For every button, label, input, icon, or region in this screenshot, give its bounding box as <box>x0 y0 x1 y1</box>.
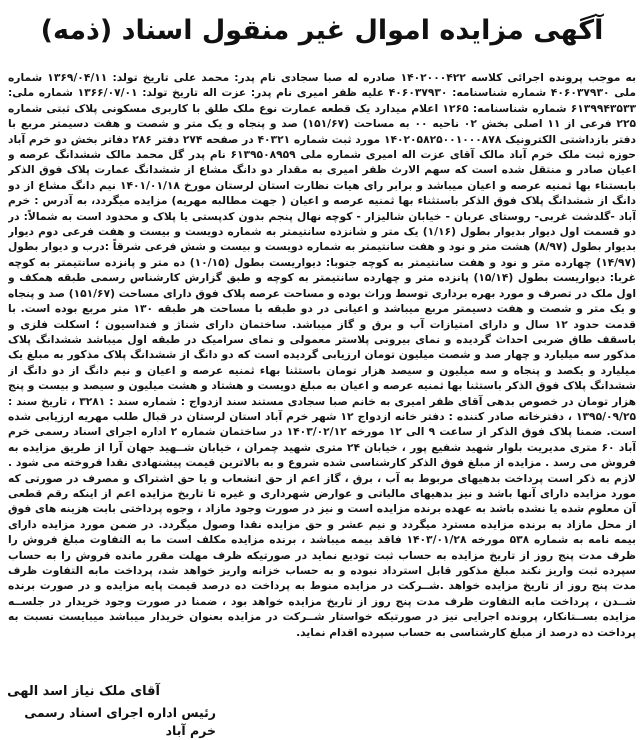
notice-title: آگهی مزایده اموال غیر منقول اسناد (ذمه) <box>40 15 604 46</box>
notice-body: به موجب پرونده اجرائی کلاسه ۱۴۰۲۰۰۰۴۲۲ صادره له صبا سجادی نام پدر: محمد علی تاریخ تولد: ۱۳۶۹/۰۴/۱۱ شماره ملی ۴۰۶۰۳۷۹۳۰ شماره شناسنامه: ۴۰۶۰۳۷۹۳۰ علیه ظفر امیری نام پدر: عزت اله تاریخ تولد: ۱۳۶۶/۰۷/۰۱ شماره ملی: ۶۱۳۹۹۴۳۵۳۳ شماره شناسنامه: ۱۲۶۵ اعلام میدارد یک قطعه عمارت نوع ملک طلق با کاربری مسکونی پلاک ثبتی شماره ۲۲۵ فرعی از ۱۱ اصلی بخش ۰۲ ناحیه ۰۰ به مساحت (۱۵۱/۶۷) صد و پنجاه و یک متر و شصت و هفت دسیمتر مربع با دفتر بازداشتی الکترونیک ۱۴۰۲۰۵۸۲۵۰۰۱۰۰۰۸۷۸ مورد ثبت شماره ۴۰۳۲۱ در صفحه ۲۷۴ دفتر ۲۸۶ دفاتر بخش دو خرم آباد حوزه ثبت ملک خرم آباد مالک آقای عزت اله امیری شماره ملی ۶۱۳۹۵۰۸۹۵۹ نام پدر گل محمد مالک ششدانگ عرصه و اعیان صادر و منتقل شده است که سهم الارث ظفر امیری به مقدار دو دانگ مشاع از ششدانگ عمارت پلاک فوق الذکر بابستناء بها ثمنیه عرصه و اعیان میباشد و برابر رای هیات نظارت استان لرستان مورخ ۱۴۰۱/۰۱/۱۸ نیم دانگ مشاع از دو دانگ از ششدانگ پلاک فوق الذکر باستثناء بها ثمنیه عرصه و اعیان ( جهت مطالبه مهریه) مزایده میگردد، به آدرس : خرم آباد -گلدشت غربی- روستای عربان - خیابان شالیزار - کوچه نهال پنجم بدون کدپستی یا پلاک و محدود است به شمالاً: در دو قسمت اول دیوار بدیوار بطول (۱/۱۶) یک متر و شانزده سانتیمتر به شماره دویست و بیست و هفت فرعی دوم دیوار بدیوار بطول (۸/۹۷) هشت متر و نود و هفت سانتیمتر به شماره دویست و بیست و شش فرعی شرقاً :درب و دیوار بطول (۱۴/۹۷) چهارده متر و نود و هفت سانتیمتر به کوچه جنوبا: دیواریست بطول (۱۰/۱۵) ده متر و پانزده سانتیمتر به کوچه غربا: دیواریست بطول (۱۵/۱۴) پانزده متر و چهارده سانتیمتر به کوچه و طبق گزارش کارشناس رسمی طبقه همکف و اول ملک در تصرف و مورد بهره برداری توسط وراث بوده و مساحت عرصه پلاک فوق دارای مساحت (۱۵۱/۶۷) صد و پنجاه و یک متر و شصت و هفت دسیمتر مربع میباشد و اعیانی در دو طبقه با مساحت هر طبقه ۱۳۰ متر مربع بوده است. با قدمت حدود ۱۲ سال و دارای امتیازات آب و برق و گاز میباشد. ساختمان دارای شناژ و فنداسیون ؛ اسکلت فلزی و باسقف طاق ضربی احداث گردیده و نمای بیرونی پلاستر معمولی و نمای سرامیک در طبقه اول میباشد ششدانگ پلاک مذکور سه میلیارد و چهار صد و شصت میلیون تومان ارزیابی گردیده است که دو دانگ از ششدانگ پلاک مذکور به مبلغ یک میلیارد و یکصد و پنجاه و سه میلیون و سیصد هزار تومان باستثنا بهاء ثمنیه عرصه و اعیان و نیم دانگ از دو دانگ از ششدانگ پلاک فوق الذکر باستثنا بها ثمنیه عرصه و اعیان به مبلغ دویست و هشتاد و هشت میلیون و سیصد و بیست و پنج هزار تومان در خصوص بدهی آقای ظفر امیری به خانم صبا سجادی مستند سند ازدواج : شماره سند : ۳۲۸۱ ، تاریخ سند : ۱۳۹۵/۰۹/۲۵ ، دفترخانه صادر کننده : دفتر خانه ازدواج ۱۲ شهر خرم آباد استان لرستان در قبال طلب مهریه ارزیابی شده است. ضمنا پلاک فوق الذکر از ساعت ۹ الی ۱۲ مورخه ۱۴۰۳/۰۲/۱۲ در ساختمان شماره ۲ اداره اجرای اسناد رسمی خرم آباد ۶۰ متری مدیریت بلوار شهید شفیع پور ، خیابان ۲۴ متری شهید چمران ، خیابان شــهید جهان آرا از طریق مزایده به فروش می رسد . مزایده از مبلغ فوق الذکر کارشناسی شده شروع و به بالاترین قیمت پیشنهادی نقدا فروخته می شود . لازم به ذکر است پرداخت بدهیهای مربوط به آب ، برق ، گاز اعم از حق انشعاب و یا حق اشتراک و مصرف در صورتی که مورد مزایده دارای آنها باشد و نیز بدهیهای مالیاتی و عوارض شهرداری و غیره تا تاریخ مزایده اعم از اینکه رقم قطعی آن معلوم شده یا نشده باشد به عهده برنده مزایده است و نیز در صورت وجود مازاد ، وجوه پرداختی بابت هزینه های فوق از محل مازاد به برنده مزایده مسترد میگردد و نیم عشر و حق مزایده نقدا وصول میگردد. در ضمن مورد مزایده دارای بیمه نامه به شماره ۵۳۸ مورخه ۱۴۰۳/۰۱/۲۸ فاقد بیمه میباشد ، برنده مزایده مکلف است ما به التفاوت مبلغ فروش را ظرف مدت پنج روز از تاریخ مزایده به حساب ثبت تودیع نماید در صورتیکه ظرف مهلت مقرر مانده فروش را به حساب سپرده ثبت واریز نکند مبلغ مذکور قابل استرداد نبوده و به حساب خزانه واریز خواهد شد، پرداخت مابه التفاوت ظرف مدت پنج روز از تاریخ مزایده خواهد .شــرکت در مزایده منوط به پرداخت ده درصد قیمت پایه مزایده و در صورت برنده شــدن ، پرداخت مابه التفاوت ظرف مدت پنج روز از تاریخ مزایده خواهد بود ، ضمنا در صورت وجود خریدار در جلســه مزایده بســتانکار، پرونده اجرایی نیز در صورتیکه خواستار شــرکت در مزایده بعنوان خریدار میباشد میبایست نسبت به پرداخت ده درصد از مبلغ کارشناسی به حساب سپرده اقدام نماید. <box>8 71 636 639</box>
signatory-name: آقای ملک نیاز اسد الهی <box>7 684 160 699</box>
signatory-title: رئیس اداره اجرای اسناد رسمی خرم آباد <box>24 705 216 738</box>
